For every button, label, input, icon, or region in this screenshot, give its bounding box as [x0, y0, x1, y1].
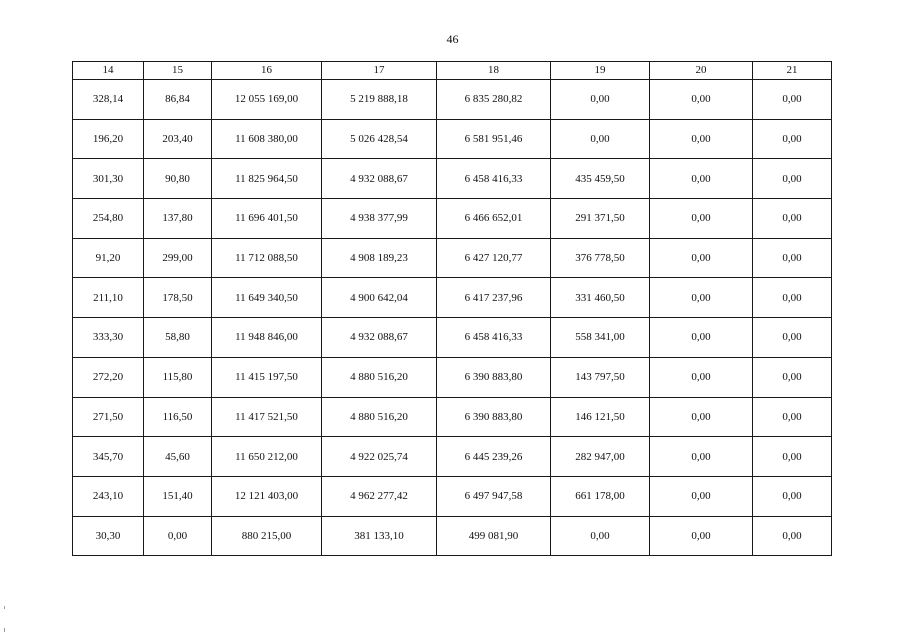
table-cell: 6 390 883,80: [437, 357, 551, 397]
table-cell: 6 417 237,96: [437, 278, 551, 318]
table-row: [73, 318, 832, 358]
table-cell: 11 417 521,50: [212, 397, 322, 437]
table-cell: 254,80: [73, 199, 144, 239]
column-header: 19: [551, 62, 650, 80]
table-cell: 11 415 197,50: [212, 357, 322, 397]
scan-margin-mark: [4, 606, 5, 609]
table-cell: 4 962 277,42: [322, 476, 437, 516]
table-cell: 91,20: [73, 238, 144, 278]
page-number: 46: [446, 32, 459, 46]
table-row: [73, 278, 832, 318]
table-cell: 0,00: [551, 80, 650, 120]
table-cell: 4 908 189,23: [322, 238, 437, 278]
table-cell: 30,30: [73, 516, 144, 556]
table-cell: 0,00: [650, 238, 753, 278]
table-cell: 4 938 377,99: [322, 199, 437, 239]
table-cell: 0,00: [650, 278, 753, 318]
table-cell: 0,00: [753, 238, 832, 278]
scan-margin-mark: [4, 628, 5, 632]
table-cell: 6 466 652,01: [437, 199, 551, 239]
table-cell: 333,30: [73, 318, 144, 358]
table-cell: 45,60: [144, 437, 212, 477]
table-cell: 146 121,50: [551, 397, 650, 437]
table-cell: 86,84: [144, 80, 212, 120]
table-cell: 0,00: [650, 318, 753, 358]
table-cell: 203,40: [144, 119, 212, 159]
table-cell: 11 825 964,50: [212, 159, 322, 199]
table-cell: 5 219 888,18: [322, 80, 437, 120]
table-cell: 328,14: [73, 80, 144, 120]
table-cell: 0,00: [650, 357, 753, 397]
table-cell: 299,00: [144, 238, 212, 278]
table-cell: 880 215,00: [212, 516, 322, 556]
table-cell: 0,00: [753, 516, 832, 556]
table-cell: 0,00: [650, 119, 753, 159]
table-cell: 0,00: [650, 80, 753, 120]
table-cell: 376 778,50: [551, 238, 650, 278]
table-cell: 11 649 340,50: [212, 278, 322, 318]
table-row: [73, 437, 832, 477]
table-row: [73, 476, 832, 516]
table-cell: 6 458 416,33: [437, 318, 551, 358]
table-cell: 6 497 947,58: [437, 476, 551, 516]
table-cell: 0,00: [753, 437, 832, 477]
column-header: 18: [437, 62, 551, 80]
table-cell: 0,00: [551, 516, 650, 556]
table-cell: 4 880 516,20: [322, 357, 437, 397]
table-cell: 499 081,90: [437, 516, 551, 556]
table-cell: 0,00: [650, 437, 753, 477]
table-cell: 0,00: [650, 476, 753, 516]
table-cell: 4 932 088,67: [322, 318, 437, 358]
table-cell: 11 948 846,00: [212, 318, 322, 358]
table-cell: 661 178,00: [551, 476, 650, 516]
data-table: [72, 61, 832, 556]
table-cell: 0,00: [753, 318, 832, 358]
table-cell: 243,10: [73, 476, 144, 516]
table-cell: 0,00: [753, 397, 832, 437]
table-cell: 271,50: [73, 397, 144, 437]
table-row: [73, 119, 832, 159]
table-cell: 0,00: [650, 159, 753, 199]
table-cell: 6 581 951,46: [437, 119, 551, 159]
table-cell: 272,20: [73, 357, 144, 397]
table-cell: 4 932 088,67: [322, 159, 437, 199]
table-cell: 282 947,00: [551, 437, 650, 477]
table-cell: 137,80: [144, 199, 212, 239]
table-cell: 151,40: [144, 476, 212, 516]
table-cell: 4 922 025,74: [322, 437, 437, 477]
table-cell: 58,80: [144, 318, 212, 358]
table-row: [73, 199, 832, 239]
table-cell: 0,00: [650, 397, 753, 437]
table-cell: 4 880 516,20: [322, 397, 437, 437]
table-cell: 558 341,00: [551, 318, 650, 358]
table-cell: 0,00: [753, 119, 832, 159]
table-cell: 0,00: [144, 516, 212, 556]
table-cell: 0,00: [753, 278, 832, 318]
table-cell: 90,80: [144, 159, 212, 199]
table-cell: 12 055 169,00: [212, 80, 322, 120]
table-cell: 196,20: [73, 119, 144, 159]
table-header-row: [73, 62, 832, 80]
table-cell: 6 445 239,26: [437, 437, 551, 477]
column-header: 17: [322, 62, 437, 80]
column-header: 15: [144, 62, 212, 80]
table-cell: 116,50: [144, 397, 212, 437]
table-row: [73, 159, 832, 199]
column-header: 14: [73, 62, 144, 80]
table-cell: 211,10: [73, 278, 144, 318]
table-cell: 381 133,10: [322, 516, 437, 556]
table-row: [73, 238, 832, 278]
table-row: [73, 397, 832, 437]
table-cell: 6 390 883,80: [437, 397, 551, 437]
table-cell: 0,00: [753, 159, 832, 199]
table-row: [73, 516, 832, 556]
table-cell: 11 712 088,50: [212, 238, 322, 278]
table-cell: 143 797,50: [551, 357, 650, 397]
table-cell: 5 026 428,54: [322, 119, 437, 159]
table-cell: 291 371,50: [551, 199, 650, 239]
table-body: [73, 80, 832, 556]
table-cell: 4 900 642,04: [322, 278, 437, 318]
table-cell: 331 460,50: [551, 278, 650, 318]
table-cell: 0,00: [551, 119, 650, 159]
table-cell: 0,00: [753, 476, 832, 516]
table-cell: 11 696 401,50: [212, 199, 322, 239]
table-cell: 6 458 416,33: [437, 159, 551, 199]
table-cell: 6 427 120,77: [437, 238, 551, 278]
table-cell: 345,70: [73, 437, 144, 477]
table-cell: 12 121 403,00: [212, 476, 322, 516]
column-header: 21: [753, 62, 832, 80]
table-cell: 0,00: [753, 199, 832, 239]
table-cell: 0,00: [753, 80, 832, 120]
column-header: 20: [650, 62, 753, 80]
table-cell: 178,50: [144, 278, 212, 318]
table-cell: 0,00: [753, 357, 832, 397]
table-cell: 11 608 380,00: [212, 119, 322, 159]
table-cell: 6 835 280,82: [437, 80, 551, 120]
table-row: [73, 80, 832, 120]
table-row: [73, 357, 832, 397]
table-cell: 11 650 212,00: [212, 437, 322, 477]
column-header: 16: [212, 62, 322, 80]
table-cell: 115,80: [144, 357, 212, 397]
table-cell: 435 459,50: [551, 159, 650, 199]
table-cell: 0,00: [650, 516, 753, 556]
table-cell: 0,00: [650, 199, 753, 239]
table-cell: 301,30: [73, 159, 144, 199]
